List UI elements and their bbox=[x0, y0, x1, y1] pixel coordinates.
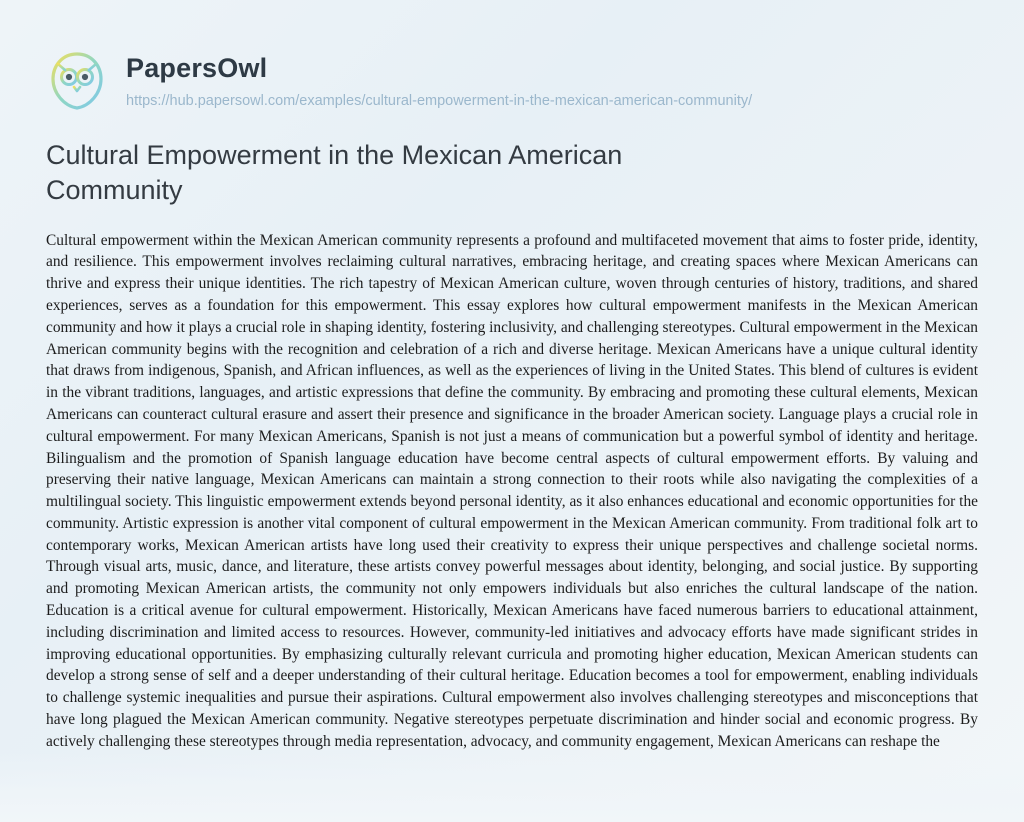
site-header bbox=[46, 46, 978, 112]
article-body: Cultural empowerment within the Mexican American community represents a profound and multifaceted movement that aims to foster pride, identity, and resilience. This empowerment involves reclaiming cultural narratives, embracing heritage, and creating spaces where Mexican Americans can thrive and express their unique identities. The rich tapestry of Mexican American culture, woven through centuries of history, traditions, and shared experiences, serves as a foundation for this empowerment. This essay explores how cultural empowerment manifests in the Mexican American community and how it plays a crucial role in shaping identity, fostering inclusivity, and challenging stereotypes. Cultural empowerment in the Mexican American community begins with the recognition and celebration of a rich and diverse heritage. Mexican Americans have a unique cultural identity that draws from indigenous, Spanish, and African influences, as well as the experiences of living in the United States. This blend of cultures is evident in the vibrant traditions, languages, and artistic expressions that define the community. By embracing and promoting these cultural elements, Mexican Americans can counteract cultural erasure and assert their presence and significance in the broader American society. Language plays a crucial role in cultural empowerment. For many Mexican Americans, Spanish is not just a means of communication but a powerful symbol of identity and heritage. Bilingualism and the promotion of Spanish language education have become central aspects of cultural empowerment efforts. By valuing and preserving their native language, Mexican Americans can maintain a strong connection to their roots while also navigating the complexities of a multilingual society. This linguistic empowerment extends beyond personal identity, as it also enhances educational and economic opportunities for the community. Artistic expression is another vital component of cultural empowerment in the Mexican American community. From traditional folk art to contemporary works, Mexican American artists have long used their creativity to express their unique perspectives and challenge societal norms. Through visual arts, music, dance, and literature, these artists convey powerful messages about identity, belonging, and social justice. By supporting and promoting Mexican American artists, the community not only empowers individuals but also enriches the cultural landscape of the nation. Education is a critical avenue for cultural empowerment. Historically, Mexican Americans have faced numerous barriers to educational attainment, including discrimination and limited access to resources. However, community-led initiatives and advocacy efforts have made significant strides in improving educational opportunities. By emphasizing culturally relevant curricula and promoting higher education, Mexican American students can develop a strong sense of self and a deeper understanding of their cultural heritage. Education becomes a tool for empowerment, enabling individuals to challenge systemic inequalities and pursue their aspirations. Cultural empowerment also involves challenging stereotypes and misconceptions that have long plagued the Mexican American community. Negative stereotypes perpetuate discrimination and hinder social and economic progress. By actively challenging these stereotypes through media representation, advocacy, and community engagement, Mexican Americans can reshape the bbox=[46, 231, 978, 750]
owl-logo-icon bbox=[46, 50, 108, 112]
page-title: Cultural Empowerment in the Mexican American Community bbox=[46, 140, 623, 205]
page-url[interactable]: https://hub.papersowl.com/examples/cultural-empowerment-in-the-mexican-american-community/ bbox=[126, 92, 753, 109]
brand-name: PapersOwl bbox=[126, 53, 268, 83]
brand-block bbox=[126, 46, 752, 112]
bottom-fade-overlay bbox=[0, 752, 1024, 822]
